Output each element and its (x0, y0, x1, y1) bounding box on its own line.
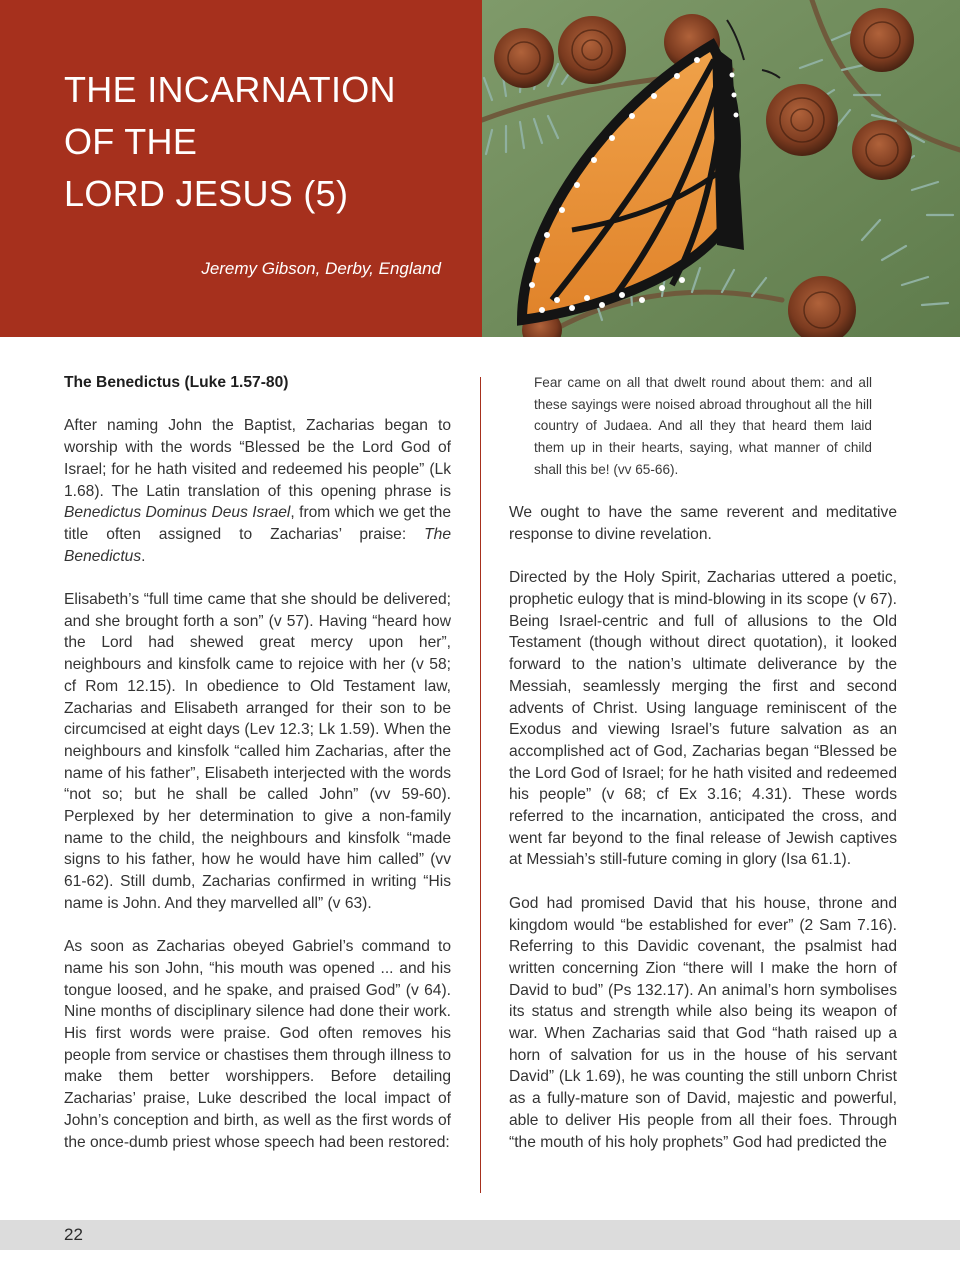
scripture-quote: Fear came on all that dwelt round about them: and all these sayings were noised abroad throughout all the hill country of Judaea. And all they that heard them laid them up in their hearts, saying, what manner of child shall this be! (vv 65-66). (534, 375, 872, 477)
left-column (64, 372, 451, 1175)
paragraph: Directed by the Holy Spirit, Zacharias uttered a poetic, prophetic eulogy that is mind-blowing in its scope (v 67). Being Israel-centric and full of allusions to the Old Testament (though without direct quotation), it looked forward to the nation’s ultimate deliverance by the Messiah, seamlessly merging the first and second advents of Christ. Using language reminiscent of the Exodus and viewing Israel’s future salvation as an accomplished act of God, Zacharias began “Blessed be the Lord God of Israel; for he hath visited and redeemed his people” (v 68; cf Ex 3.16; 4.31). These words referred to the incarnation, anticipated the cross, and went far beyond to the final release of Jewish captives at Messiah’s still-future coming in glory (Isa 61.1). (509, 569, 897, 869)
page-number: 22 (64, 1225, 83, 1244)
latin-phrase: Benedictus Dominus Deus Israel (64, 504, 291, 522)
author-byline: Jeremy Gibson, Derby, England (201, 259, 441, 278)
paragraph: As soon as Zacharias obeyed Gabriel’s command to name his son John, “his mouth was opened ... and his tongue loosed, and he spake, and praised God” (v 64). Nine months of disciplinary silence had done their work. His first words were praise. God often removes his people from service or chastises them through illness to make them better worshippers. Before detailing Zacharias’ praise, Luke described the local impact of John’s conception and birth, as well as the first words of the once-dumb priest whose speech had been restored: (64, 938, 451, 1151)
footer-bar (0, 1220, 960, 1250)
paragraph: We ought to have the same reverent and meditative response to divine revelation. (509, 504, 897, 543)
paragraph-text: . (141, 547, 146, 565)
article-title-line-2: OF THE (64, 121, 198, 162)
right-column (509, 372, 897, 1175)
monarch-butterfly-photo (482, 0, 960, 337)
benedictus-title: The Benedictus (64, 525, 451, 565)
title-banner (0, 0, 482, 337)
article-title (64, 64, 396, 220)
column-divider (480, 377, 481, 1193)
paragraph: God had promised David that his house, throne and kingdom would “be established for ever” (2 Sam 7.16). Referring to this Davidic covenant, the psalmist had written concerning Zion “there will I make the horn of David to bud” (Ps 132.17). An animal’s horn symbolises its status and strength while also being its weapon of war. When Zacharias said that God “hath raised up a horn of salvation for us in the house of his servant David” (Lk 1.69), he was counting the still unborn Christ as a fully-mature son of David, majestic and powerful, able to deliver His people from all their foes. Through “the mouth of his holy prophets” God had predicted the (509, 894, 897, 1151)
paragraph-text: After naming John the Baptist, Zacharias began to worship with the words “Blessed be the Lord God of Israel; for he hath visited and redeemed his people” (Lk 1.68). The Latin translation of this opening phrase is (64, 417, 451, 500)
section-heading: The Benedictus (Luke 1.57-80) (64, 374, 289, 391)
article-title-line-3: LORD JESUS (5) (64, 173, 349, 214)
paragraph: Elisabeth’s “full time came that she should be delivered; and she brought forth a son” (v 57). Having “heard how the Lord had shewed great mercy upon her”, neighbours and kinsfolk came to rejoice with her (v 58; cf Rom 12.15). In obedience to Old Testament law, Zacharias and Elisabeth arranged for their son to be circumcised at eight days (Lev 12.3; Lk 1.59). When the neighbours and kinsfolk “called him Zacharias, after the name of his father”, Elisabeth interjected with the words “not so; but he shall be called John” (vv 59-60). Perplexed by her determination to give a non-family name to the child, the neighbours and kinsfolk “made signs to his father, how he would have him called” (vv 61-62). Still dumb, Zacharias confirmed in writing “His name is John. And they marvelled all” (v 63). (64, 591, 451, 912)
article-title-line-1: THE INCARNATION (64, 69, 396, 110)
paragraph-text: , from which we get the title often assigned to Zacharias’ praise: (64, 504, 452, 543)
paragraph (64, 415, 451, 567)
